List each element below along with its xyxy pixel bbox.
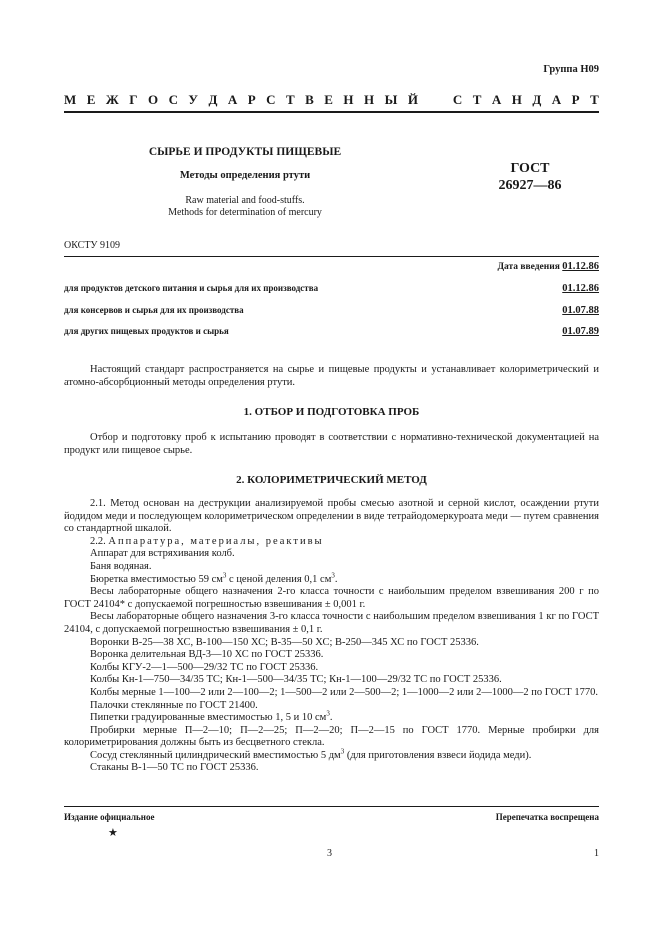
banner-letter: Н (364, 92, 375, 107)
banner-letter: М (64, 92, 77, 107)
banner-letter: Ы (384, 92, 398, 107)
section-1-text: Отбор и подготовку проб к испытанию проводят в соответствии с нормативно-технической документацией на продукт или пищевое сырье. (64, 432, 599, 456)
date-row-label: для других пищевых продуктов и сырья (64, 326, 229, 336)
superscript: 3 (222, 571, 227, 580)
superscript: 3 (326, 709, 330, 718)
reprint-prohibited-label: Перепечатка воспрещена (495, 812, 599, 822)
list-item: Колбы Кн-1—750—34/35 ТС; Кн-1—500—34/35 ТС; Кн-1—100—29/32 ТС по ГОСТ 25336. (90, 674, 502, 686)
banner-letter: Н (511, 92, 522, 107)
clause-2-2 (64, 536, 599, 549)
list-item-text: с ценой деления 0,1 см (226, 573, 332, 585)
banner-letter: А (551, 92, 562, 107)
list-item: Палочки стеклянные по ГОСТ 21400. (90, 699, 258, 711)
date-row (64, 305, 599, 319)
official-edition-label: Издание официальное (64, 812, 155, 822)
section-2-body (64, 498, 599, 775)
page-number-right: 1 (594, 848, 599, 859)
banner-letter: В (305, 92, 314, 107)
banner-letter: Т (590, 92, 599, 107)
list-item: Весы лабораторные общего назначения 3-го класса точности с наибольшим пределом взвешивания 1 кг по ГОСТ 24104, с допускаемой погрешностью взвешивания ± 0,1 г. (64, 611, 599, 635)
banner-letter: Р (571, 92, 580, 107)
list-item: Баня водяная. (90, 560, 152, 572)
okstu-rule (64, 256, 599, 257)
page-number-center: 3 (327, 848, 332, 859)
list-item: Воронка делительная ВД-3—10 ХС по ГОСТ 25336. (90, 649, 324, 661)
date-row-date: 01.07.88 (562, 305, 599, 316)
banner-letter: С (168, 92, 178, 107)
section-1-heading: 1. ОТБОР И ПОДГОТОВКА ПРОБ (243, 406, 420, 418)
banner-letter: А (227, 92, 238, 107)
banner-letter: А (491, 92, 502, 107)
list-item: Колбы мерные 1—100—2 или 2—100—2; 1—500—2 или 2—500—2; 1—1000—2 или 2—1000—2 по ГОСТ 1770. (90, 686, 598, 698)
clause-2-2-title: Аппаратура, материалы, реактивы (108, 535, 324, 547)
intro-text: Настоящий стандарт распространяется на сырье и пищевые продукты и устанавливает колориметрический и атомно-абсорбционный методы определения ртути. (64, 364, 599, 388)
banner-letter: Ж (105, 92, 119, 107)
gost-designation (480, 160, 580, 194)
document-subtitle: Методы определения ртути (179, 170, 311, 181)
banner-letter: С (452, 92, 463, 107)
okstu-code: ОКСТУ 9109 (64, 240, 121, 251)
section-2-heading: 2. КОЛОРИМЕТРИЧЕСКИЙ МЕТОД (236, 474, 427, 486)
list-item (64, 747, 599, 763)
banner-letter: С (266, 92, 276, 107)
list-item-text: Бюретка вместимостью 59 см (90, 573, 223, 585)
banner-letter: Т (472, 92, 482, 107)
section-1-paragraph (64, 432, 599, 457)
banner-letter: У (188, 92, 198, 107)
list-item: Аппарат для встряхивания колб. (90, 548, 235, 560)
date-row (64, 326, 599, 340)
date-row-date: 01.12.86 (562, 283, 599, 294)
banner-letter: Й (407, 92, 418, 107)
list-item: Весы лабораторные общего назначения 2-го класса точности с наибольшим пределом взвешивания 200 г по ГОСТ 24104* с допускаемой погрешностью взвешивания ± 0,001 г. (64, 586, 599, 610)
banner-letter: Е (86, 92, 96, 107)
banner-letter: Е (324, 92, 333, 107)
list-item-text: Пипетки градуированные вместимостью 1, 5 и 10 см (90, 712, 327, 724)
english-title-line2: Methods for determination of mercury (168, 207, 322, 218)
banner-letter: О (147, 92, 159, 107)
list-item: Воронки В-25—38 ХС, В-100—150 ХС; В-35—50 ХС; В-250—345 ХС по ГОСТ 25336. (90, 636, 479, 648)
document-title: СЫРЬЕ И ПРОДУКТЫ ПИЩЕВЫЕ (148, 146, 342, 158)
intro-date-label: Дата введения (497, 262, 560, 272)
gost-number: 26927—86 (498, 178, 562, 193)
list-item: Пробирки мерные П—2—10; П—2—25; П—2—20; П—2—15 по ГОСТ 1770. Мерные пробирки для колориметрирования должны быть из бесцветного стекла. (64, 724, 599, 749)
header-rule (64, 111, 599, 113)
english-title-line1: Raw material and food-stuffs. (185, 195, 305, 206)
date-row-label: для консервов и сырья для их производства (64, 305, 244, 315)
banner-letter: Д (532, 92, 542, 107)
banner-letter: Г (129, 92, 138, 107)
banner-letter: Н (343, 92, 354, 107)
intro-date-value: 01.12.86 (562, 261, 599, 272)
banner-letter: Т (286, 92, 295, 107)
superscript: 3 (331, 571, 335, 580)
banner-gap (428, 92, 442, 108)
list-item (64, 709, 599, 725)
date-row (64, 283, 599, 297)
list-item-text: Сосуд стеклянный цилиндрический вместимостью 5 дм (90, 749, 341, 761)
footer-rule (64, 806, 599, 807)
standard-banner (64, 92, 599, 108)
clause-2-1: 2.1. Метод основан на деструкции анализируемой пробы смесью азотной и серной кислот, осаждении ртути йодидом меди и последующем колориметрическом определении в виде тетрайодомеркуроата меди — путем сравнения со стандартной шкалой. (64, 498, 599, 535)
list-item: Колбы КГУ-2—1—500—29/32 ТС по ГОСТ 25336. (90, 661, 319, 673)
list-item-text: (для приготовления взвеси йодида меди). (344, 749, 532, 761)
list-item (64, 571, 599, 587)
date-row-label: для продуктов детского питания и сырья для их производства (64, 283, 319, 293)
date-row-date: 01.07.89 (562, 326, 599, 337)
clause-2-2-number: 2.2. (90, 535, 106, 547)
superscript: 3 (340, 747, 345, 756)
english-title (60, 195, 430, 219)
gost-label: ГОСТ (510, 161, 550, 176)
group-code: Группа Н09 (543, 64, 599, 75)
list-item-text: . (329, 712, 333, 724)
list-item: Стаканы В-1—50 ТС по ГОСТ 25336. (90, 762, 259, 774)
banner-letter: Д (208, 92, 218, 107)
intro-date (497, 261, 599, 272)
list-item-text: . (334, 573, 338, 585)
intro-paragraph (64, 364, 599, 389)
star-icon: ★ (108, 827, 118, 839)
banner-letter: Р (247, 92, 256, 107)
